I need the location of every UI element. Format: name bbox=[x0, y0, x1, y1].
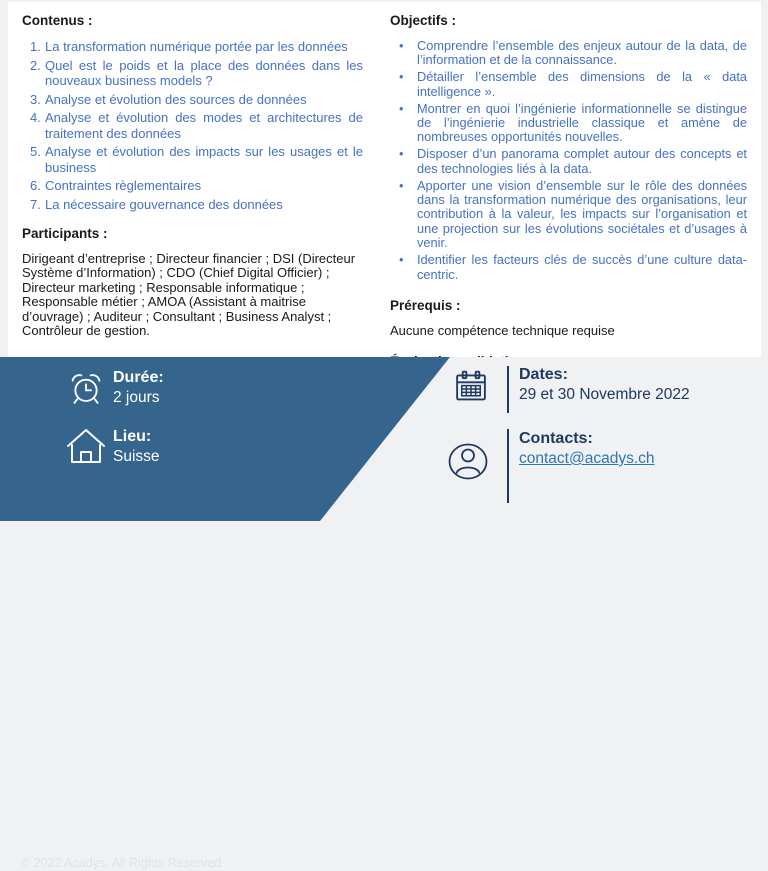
list-item bbox=[22, 178, 363, 194]
list-item bbox=[22, 39, 363, 55]
right-column bbox=[390, 12, 747, 395]
list-item: • Apporter une vision d’ensemble sur le rôle des données dans la transformation numérique des organisations, leur contribution à la valeur, les impacts sur l’organisation et une projection sur les évolutions sociétales et d’usages à venir. bbox=[390, 179, 747, 251]
copyright-text: © 2022 Acadys. All Rights Reserved bbox=[21, 856, 222, 870]
prerequis-heading: Prérequis : bbox=[390, 298, 461, 313]
dates-value: 29 et 30 Novembre 2022 bbox=[519, 386, 690, 403]
contacts-item bbox=[519, 428, 655, 469]
list-item bbox=[22, 144, 363, 175]
list-item: • Montrer en quoi l’ingénierie informationnelle se distingue de l’ingénierie industrielle classique et amène de nombreuses opportunités nouvelles. bbox=[390, 102, 747, 145]
vertical-divider bbox=[507, 429, 509, 503]
list-item-number bbox=[22, 92, 45, 108]
contact-email-link[interactable]: contact@acadys.ch bbox=[519, 450, 655, 467]
list-item-number bbox=[22, 110, 45, 141]
vertical-divider bbox=[507, 366, 509, 413]
duree-item bbox=[113, 367, 164, 408]
list-item-text: Contraintes règlementaires bbox=[45, 178, 202, 193]
house-icon bbox=[64, 426, 108, 466]
content-card bbox=[8, 2, 761, 357]
contenus-list bbox=[22, 39, 363, 212]
list-item: • Identifier les facteurs clés de succès d’une culture data-centric. bbox=[390, 253, 747, 282]
duree-label: Durée: bbox=[113, 369, 164, 386]
list-item-number bbox=[22, 144, 45, 175]
list-item-text: La nécessaire gouvernance des données bbox=[45, 196, 283, 212]
list-item-text: Quel est le poids et la place des données dans les nouveaux business models ? bbox=[45, 57, 363, 88]
prerequis-text: Aucune compétence technique requise bbox=[390, 323, 615, 338]
calendar-icon bbox=[452, 368, 490, 405]
contacts-label: Contacts: bbox=[519, 430, 593, 447]
dates-label: Dates: bbox=[519, 366, 568, 383]
list-item bbox=[22, 92, 363, 108]
list-item bbox=[22, 197, 363, 213]
left-column bbox=[22, 12, 363, 338]
list-item: • Détailler l’ensemble des dimensions de la « data intelligence ». bbox=[390, 70, 747, 99]
alarm-clock-icon bbox=[67, 370, 105, 407]
list-item-number bbox=[22, 58, 45, 89]
list-item-number bbox=[22, 197, 45, 213]
list-item-text: La transformation numérique portée par les données bbox=[45, 39, 348, 54]
objectifs-list bbox=[390, 39, 747, 282]
participants-text: Dirigeant d’entreprise ; Directeur financier ; DSI (Directeur Système d’Information) ; CDO (Chief Digital Officier) ; Directeur marketing ; Responsable informatique ; Responsable métier ; AMOA (Assistant à maitrise d’ouvrage) ; Auditeur ; Consultant ; Business Analyst ; Contrôleur de gestion. bbox=[22, 251, 356, 339]
list-item-text: Analyse et évolution des sources de données bbox=[45, 91, 307, 107]
list-item bbox=[22, 110, 363, 141]
duree-value: 2 jours bbox=[113, 389, 160, 406]
list-item: • Comprendre l’ensemble des enjeux autour de la data, de l’information et de la connaissance. bbox=[390, 39, 747, 68]
list-item-text: Analyse et évolution des impacts sur les usages et le business bbox=[45, 144, 363, 175]
objectifs-heading: Objectifs : bbox=[390, 13, 457, 28]
person-icon bbox=[444, 440, 492, 483]
lieu-item bbox=[113, 426, 160, 467]
lieu-label: Lieu: bbox=[113, 428, 152, 445]
list-item bbox=[22, 58, 363, 89]
participants-heading: Participants : bbox=[22, 226, 108, 241]
lieu-value: Suisse bbox=[113, 448, 160, 465]
contenus-heading: Contenus : bbox=[22, 13, 93, 28]
list-item-number bbox=[22, 178, 45, 194]
participants-section bbox=[22, 225, 363, 338]
list-item-number bbox=[22, 39, 45, 55]
dates-item bbox=[519, 364, 690, 405]
list-item: • Disposer d’un panorama complet autour des concepts et des technologies liés à la data. bbox=[390, 147, 747, 176]
list-item-text: Analyse et évolution des modes et architectures de traitement des données bbox=[45, 110, 363, 141]
footer-band bbox=[0, 357, 768, 870]
